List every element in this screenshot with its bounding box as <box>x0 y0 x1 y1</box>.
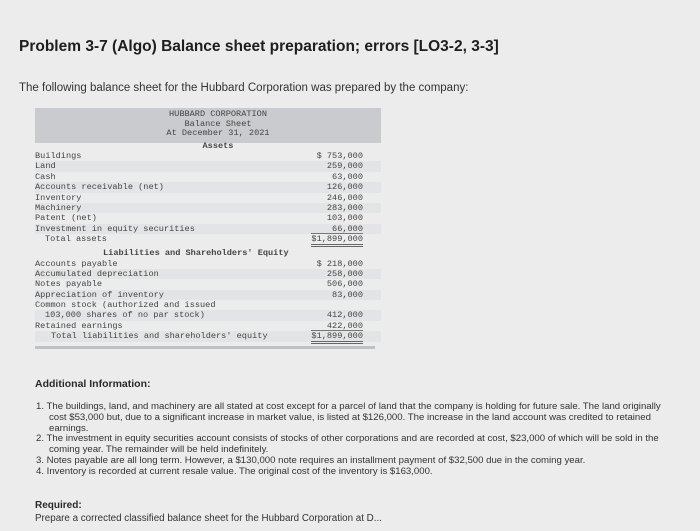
table-row <box>35 172 381 182</box>
problem-title: Problem 3-7 (Algo) Balance sheet preparation; errors [LO3-2, 3-3] <box>19 38 499 55</box>
row-label: Machinery <box>35 202 82 213</box>
balance-sheet <box>35 108 381 349</box>
table-row <box>35 151 381 161</box>
row-amount: 63,000 <box>332 171 363 182</box>
row-label: Accounts payable <box>35 258 118 269</box>
row-label: Common stock (authorized and issued <box>35 300 216 311</box>
table-row <box>35 269 381 279</box>
table-row <box>35 193 381 203</box>
row-amount: 422,000 <box>326 320 363 331</box>
row-label: Accumulated depreciation <box>35 268 159 279</box>
row-amount: $1,899,000 <box>311 330 363 344</box>
list-item: 2. The investment in equity securities account consists of stocks of other corporations and are recorded at cost, $23,000 of which will be sold in the coming year. The remainder will be held indefinitely. <box>36 433 659 456</box>
additional-info-header: Additional Information: <box>35 378 151 390</box>
required-text: Prepare a corrected classified balance sheet for the Hubbard Corporation at D... <box>35 513 382 524</box>
row-amount: 506,000 <box>326 279 363 290</box>
row-amount: 66,000 <box>332 223 363 234</box>
table-row <box>35 213 381 223</box>
row-label: Appreciation of inventory <box>35 289 164 300</box>
row-amount: 259,000 <box>326 161 363 172</box>
total-liabilities-row <box>35 331 381 341</box>
row-label: Investment in equity securities <box>35 223 195 234</box>
divider <box>35 346 375 349</box>
list-item: 1. The buildings, land, and machinery are all stated at cost except for a parcel of land that the company is holding for future sale. The land originally cost $53,000 but, due to a significant increase in market value, is listed at $126,000. The increase in the land account was credited to retained earnings. <box>36 401 661 434</box>
table-row <box>35 310 381 320</box>
row-amount: $ 218,000 <box>316 258 363 269</box>
row-label: Patent (net) <box>35 213 97 224</box>
row-amount: 126,000 <box>326 182 363 193</box>
table-row <box>35 182 381 192</box>
table-row <box>35 290 381 300</box>
row-amount: $1,899,000 <box>311 233 363 247</box>
row-amount: 83,000 <box>332 289 363 300</box>
row-label: 103,000 shares of no par stock) <box>45 310 205 321</box>
statement-name: Balance Sheet <box>184 118 252 129</box>
row-label: Accounts receivable (net) <box>35 182 164 193</box>
sheet-header <box>35 108 381 143</box>
table-row <box>35 203 381 213</box>
required-header: Required: <box>35 500 82 511</box>
assets-list <box>35 151 381 245</box>
row-amount: 412,000 <box>326 310 363 321</box>
row-label: Cash <box>35 171 56 182</box>
liabilities-list <box>35 259 381 342</box>
row-label: Notes payable <box>35 279 103 290</box>
table-row <box>35 161 381 171</box>
row-label: Inventory <box>35 192 82 203</box>
row-amount: $ 753,000 <box>316 151 363 161</box>
row-label: Retained earnings <box>35 320 123 331</box>
assets-header: Assets <box>202 141 234 151</box>
liabilities-header: Liabilities and Shareholders' Equity <box>103 247 289 258</box>
row-amount: 103,000 <box>326 213 363 224</box>
statement-date: At December 31, 2021 <box>166 128 270 138</box>
list-item: 4. Inventory is recorded at current resale value. The original cost of the inventory is $163,000. <box>36 465 433 477</box>
row-amount: 246,000 <box>326 192 363 203</box>
row-label: Buildings <box>35 151 82 161</box>
table-row <box>35 300 381 310</box>
table-row <box>35 259 381 269</box>
row-label: Total liabilities and shareholders' equity <box>51 331 268 342</box>
row-amount: 283,000 <box>326 202 363 213</box>
company-name: HUBBARD CORPORATION <box>169 109 267 119</box>
row-amount: 258,000 <box>326 268 363 279</box>
row-label: Total assets <box>45 234 107 245</box>
row-label: Land <box>35 161 56 172</box>
row-amount <box>293 300 381 310</box>
total-assets-row <box>35 234 381 244</box>
intro-text: The following balance sheet for the Hubbard Corporation was prepared by the company: <box>19 82 469 94</box>
list-item: 3. Notes payable are all long term. However, a $130,000 note requires an installment payment of $32,500 due in the coming year. <box>36 454 586 466</box>
table-row <box>35 279 381 289</box>
additional-info-list <box>35 402 675 478</box>
